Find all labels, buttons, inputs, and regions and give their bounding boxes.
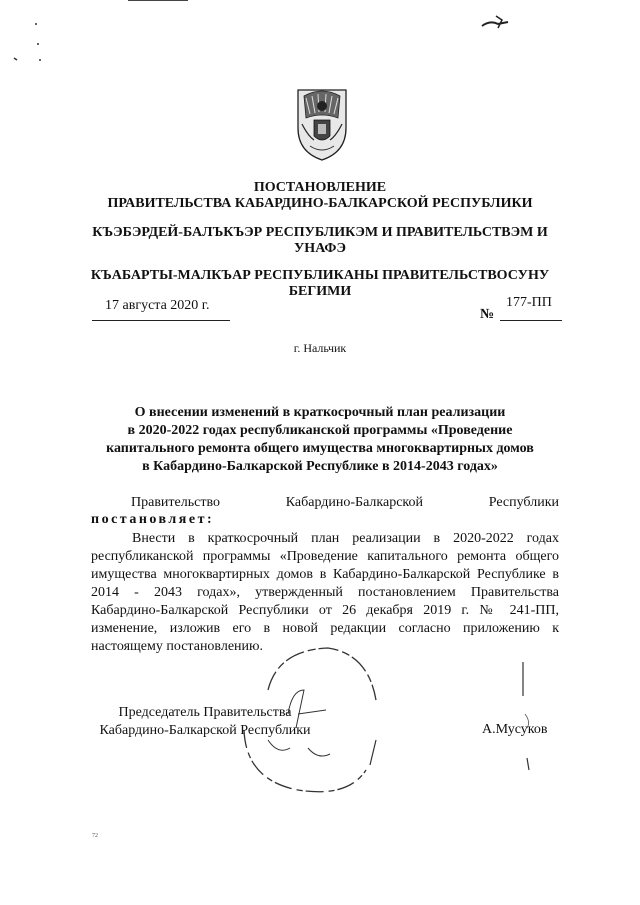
page-footnote: 72 — [92, 833, 98, 839]
body-paragraph: Внести в краткосрочный план реализации в 2020-2022 годах республиканской программы «Проведение капитального ремонта общего имущества многоквартирных домов в Кабардино-Балкарской Республике в 2014 - 2043 годах», утвержденный постановлением Правительства Кабардино-Балкарской Республики от 26 декабря 2019 г. № 241-ПП, изменение, изложив его в новой редакции согласно приложению к настоящему постановлению. — [91, 531, 559, 654]
preamble-word: Правительство — [131, 495, 220, 510]
doc-type: ПОСТАНОВЛЕНИЕ — [253, 180, 387, 195]
issuer: ПРАВИТЕЛЬСТВА КАБАРДИНО-БАЛКАРСКОЙ РЕСПУБЛИКИ — [107, 196, 533, 211]
margin-marks-icon — [10, 18, 50, 78]
heading-kabardian-line1: КЪЭБЭРДЕЙ-БАЛЪКЪЭР РЕСПУБЛИКЭМ И ПРАВИТЕЛЬСТВЭМ И — [92, 225, 548, 240]
city: г. Нальчик — [293, 341, 347, 355]
document-date: 17 августа 2020 г. — [105, 298, 210, 313]
document-heading — [60, 180, 580, 212]
signature-icon — [515, 662, 545, 772]
number-label: № — [480, 307, 495, 322]
heading-balkar — [60, 268, 580, 300]
signer-position — [85, 704, 325, 740]
coat-of-arms-icon — [292, 84, 352, 162]
document-number: 177-ПП — [506, 295, 552, 310]
signer-position-line1: Председатель Правительства — [118, 705, 292, 720]
preamble — [91, 494, 559, 512]
resolves-label: постановляет: — [91, 512, 215, 527]
heading-balkar-line1: КЪАБАРТЫ-МАЛКЪАР РЕСПУБЛИКАНЫ ПРАВИТЕЛЬСТВОСУНУ — [90, 268, 550, 283]
subject-line: в Кабардино-Балкарской Республике в 2014-2043 годах» — [142, 459, 498, 474]
signer-position-line2: Кабардино-Балкарской Республики — [99, 723, 311, 738]
subject-line: О внесении изменений в краткосрочный план реализации — [134, 405, 506, 420]
heading-balkar-line2: БЕГИМИ — [288, 284, 352, 299]
top-edge-line — [128, 0, 188, 1]
heading-kabardian-line2: УНАФЭ — [294, 241, 346, 256]
heading-kabardian — [60, 225, 580, 257]
subject-line: капитального ремонта общего имущества многоквартирных домов — [106, 441, 534, 456]
signer-name: А.Мусуков — [482, 722, 548, 737]
preamble-word: Кабардино-Балкарской — [285, 495, 423, 510]
corner-mark-icon — [478, 12, 514, 34]
preamble-word: Республики — [488, 495, 559, 510]
subject-line: в 2020-2022 годах республиканской программы «Проведение — [127, 423, 513, 438]
date-underline — [92, 320, 230, 321]
number-underline — [500, 320, 562, 321]
document-subject — [85, 404, 555, 476]
